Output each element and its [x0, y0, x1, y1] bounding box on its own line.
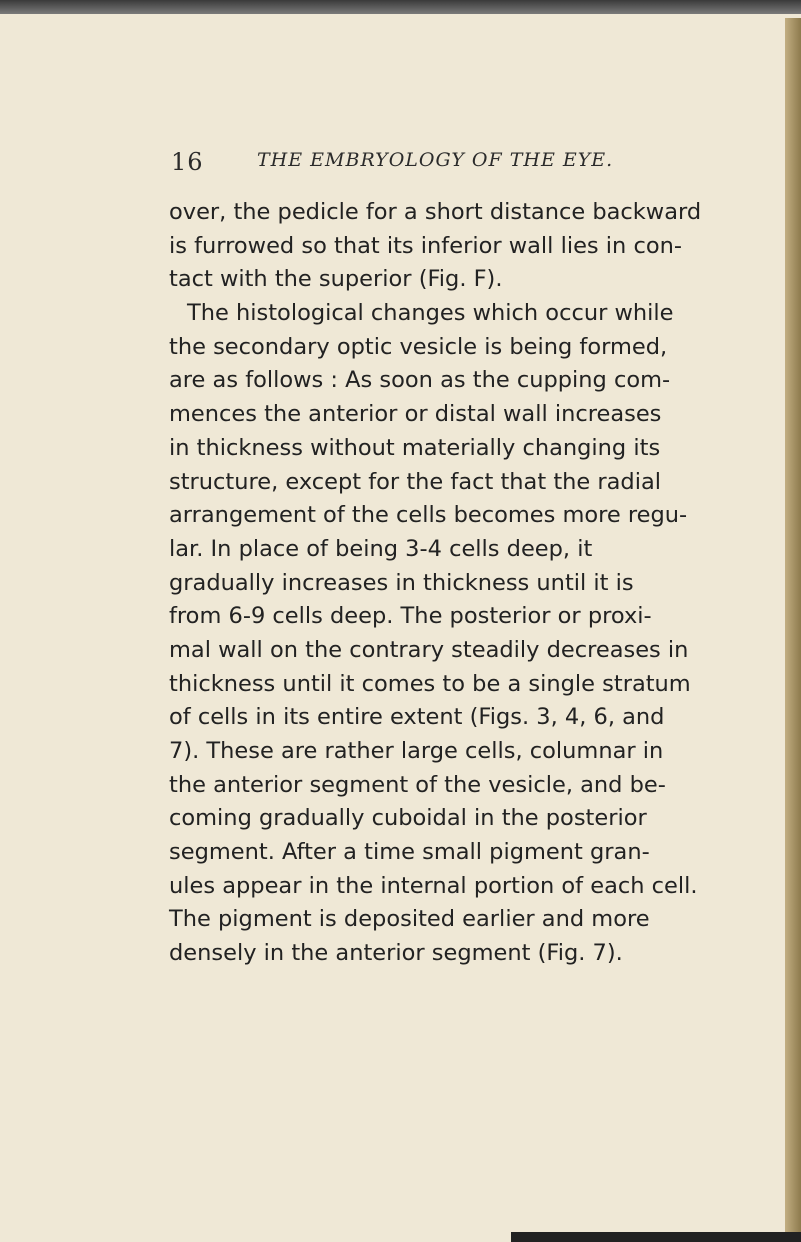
text-line: thickness until it comes to be a single stratum	[169, 670, 691, 697]
text-line: The pigment is deposited earlier and more	[169, 906, 650, 933]
text-line: in thickness without materially changing its	[169, 434, 661, 461]
text-line: are as follows : As soon as the cupping com-	[169, 367, 671, 394]
right-page-edge	[785, 18, 801, 1242]
top-page-edge	[0, 0, 801, 14]
text-line: arrangement of the cells becomes more regu-	[169, 502, 688, 529]
text-line: densely in the anterior segment (Fig. 7).	[169, 940, 623, 967]
page-number: 16	[171, 148, 204, 176]
text-line: mences the anterior or distal wall increases	[169, 401, 662, 428]
text-line: coming gradually cuboidal in the posterior	[169, 805, 647, 832]
text-line: of cells in its entire extent (Figs. 3, 4, 6, and	[169, 704, 665, 731]
text-line: 7). These are rather large cells, columnar in	[169, 738, 664, 764]
bottom-page-edge	[511, 1232, 801, 1242]
text-line: lar. In place of being 3-4 cells deep, it	[169, 535, 593, 562]
text-line: ules appear in the internal portion of each cell.	[169, 872, 698, 899]
text-line: structure, except for the fact that the radial	[169, 468, 662, 495]
text-line: segment. After a time small pigment gran-	[169, 839, 650, 866]
body-text	[169, 196, 759, 971]
running-title: THE EMBRYOLOGY OF THE EYE.	[257, 149, 614, 171]
text-line: the anterior segment of the vesicle, and be-	[169, 771, 666, 798]
text-line: the secondary optic vesicle is being formed,	[169, 333, 668, 360]
text-line: The histological changes which occur while	[187, 300, 674, 327]
text-line: from 6-9 cells deep. The posterior or proxi-	[169, 603, 652, 630]
text-line: over, the pedicle for a short distance backward	[169, 199, 702, 225]
text-line: gradually increases in thickness until it is	[169, 569, 634, 596]
text-line: is furrowed so that its inferior wall lies in con-	[169, 232, 682, 259]
text-line: mal wall on the contrary steadily decreases in	[169, 636, 689, 663]
text-line: tact with the superior (Fig. F).	[169, 266, 503, 293]
page-header	[171, 148, 691, 178]
